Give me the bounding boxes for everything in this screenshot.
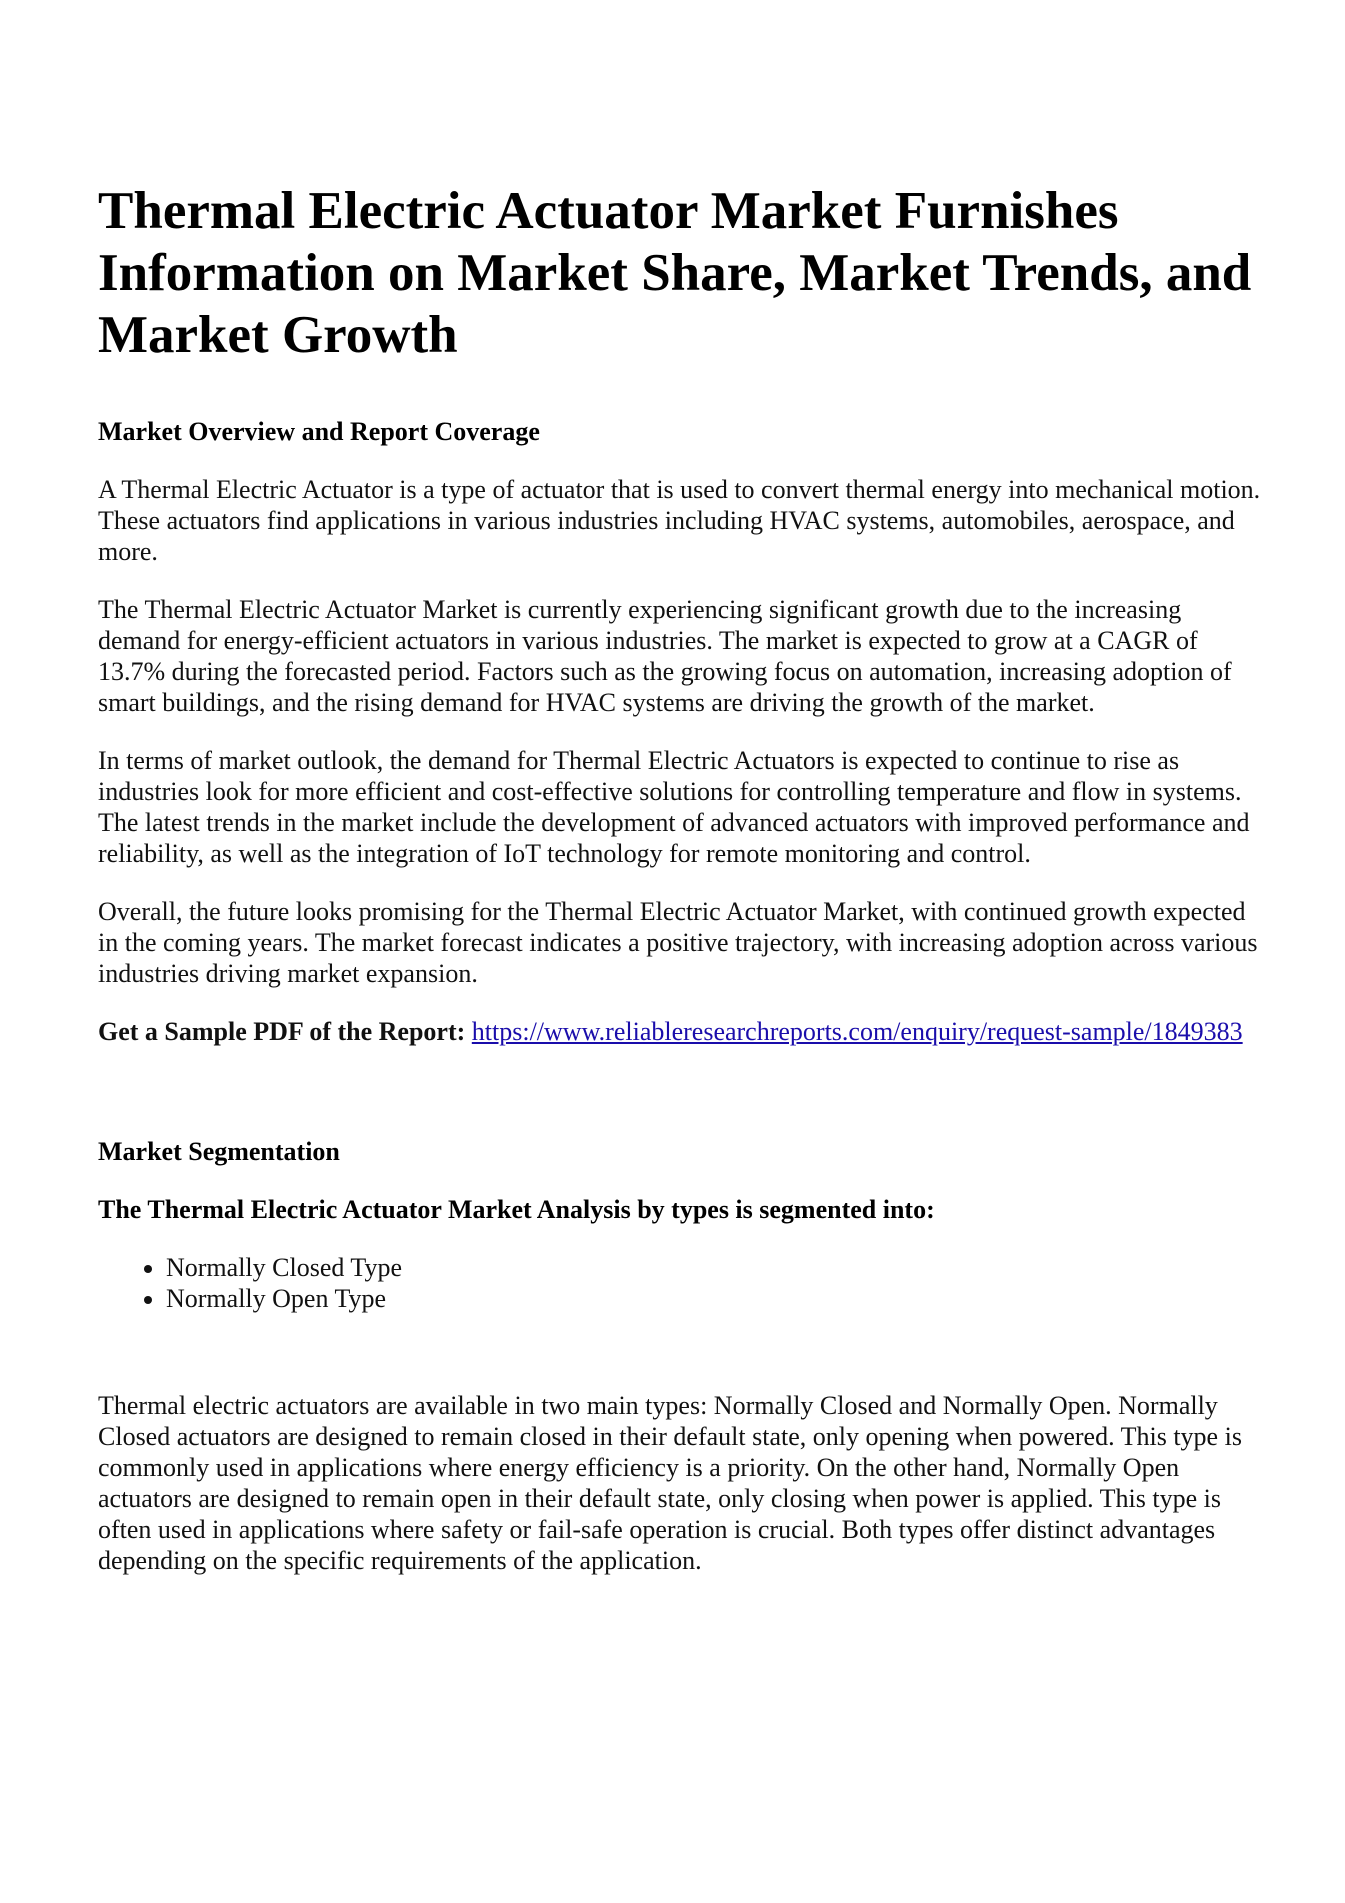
types-description: Thermal electric actuators are available in two main types: Normally Closed and Normally Open. Normally Closed actuators are designed to remain closed in their default state, only opening when powered. This type is commonly used in applications where energy efficiency is a priority. On the other hand, Normally Open actuators are designed to remain open in their default state, only closing when power is applied. This type is often used in applications where safety or fail-safe operation is crucial. Both types offer distinct advantages depending on the specific requirements of the application. <box>98 1391 1242 1575</box>
types-list <box>98 1252 1268 1314</box>
overview-heading: Market Overview and Report Coverage <box>98 417 540 446</box>
overview-paragraph-1: A Thermal Electric Actuator is a type of actuator that is used to convert thermal energy into mechanical motion. These actuators find applications in various industries including HVAC systems, automobiles, aerospace, and more. <box>98 475 1261 566</box>
document-page <box>98 180 1268 1603</box>
section-spacer <box>98 1314 1268 1390</box>
overview-paragraph-3: In terms of market outlook, the demand for Thermal Electric Actuators is expected to continue to rise as industries look for more efficient and cost-effective solutions for controlling temperature and flow in systems. The latest trends in the market include the development of advanced actuators with improved performance and reliability, as well as the integration of IoT technology for remote monitoring and control. <box>98 746 1250 868</box>
list-item: • Normally Closed Type <box>166 1252 1268 1283</box>
types-heading: The Thermal Electric Actuator Market Analysis by types is segmented into: <box>98 1195 935 1224</box>
overview-paragraph-4: Overall, the future looks promising for the Thermal Electric Actuator Market, with continued growth expected in the coming years. The market forecast indicates a positive trajectory, with increasing adoption across various industries driving market expansion. <box>98 897 1258 988</box>
overview-paragraph-2: The Thermal Electric Actuator Market is currently experiencing significant growth due to the increasing demand for energy-efficient actuators in various industries. The market is expected to grow at a CAGR of 13.7% during the forecasted period. Factors such as the growing focus on automation, increasing adoption of smart buildings, and the rising demand for HVAC systems are driving the growth of the market. <box>98 595 1232 717</box>
sample-report-label: Get a Sample PDF of the Report: <box>98 1017 466 1046</box>
sample-report-link[interactable]: https://www.reliableresearchreports.com/enquiry/request-sample/1849383 <box>471 1017 1243 1046</box>
section-spacer <box>98 1074 1268 1136</box>
segmentation-heading: Market Segmentation <box>98 1137 340 1166</box>
page-title: Thermal Electric Actuator Market Furnishes Information on Market Share, Market Trends, and Market Growth <box>98 182 1252 364</box>
sample-report-line <box>98 1016 1268 1047</box>
list-item: • Normally Open Type <box>166 1283 1268 1314</box>
